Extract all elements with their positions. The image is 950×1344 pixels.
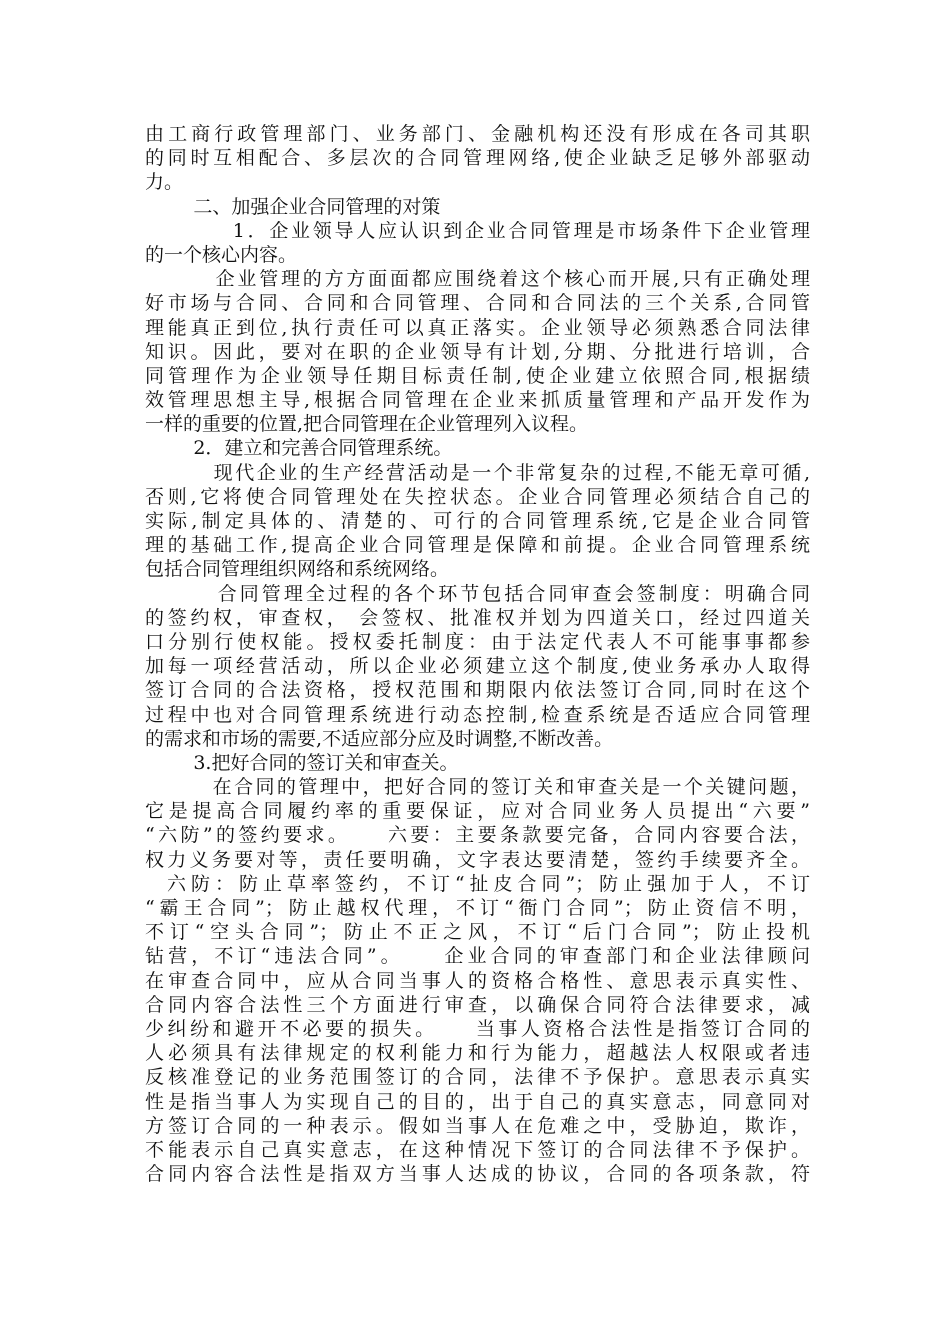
text-line: 签订合同的合法资格，授权范围和期限内依法签订合同,同时在这个: [145, 679, 810, 702]
text-line: 少纠纷和避开不必要的损失。 当事人资格合法性是指签订合同的: [145, 1017, 810, 1040]
text-line: 效管理思想主导,根据合同管理在企业来抓质量管理和产品开发作为: [145, 389, 810, 412]
text-line: 2．建立和完善合同管理系统。: [145, 437, 453, 460]
text-line: “霸王合同”；防止越权代理，不订“衙门合同”；防止资信不明，: [145, 897, 810, 919]
text-line: 合同内容合法性是指双方当事人达成的协议，合同的各项条款，符: [145, 1163, 810, 1186]
text-line: 权力义务要对等，责任要明确，文字表达要清楚，签约手续要齐全。: [145, 848, 810, 871]
text-line: 的需求和市场的需要,不适应部分应及时调整,不断改善。: [145, 727, 614, 750]
text-line: 3.把好合同的签订关和审查关。: [145, 751, 459, 774]
text-line: 口分别行使权能。授权委托制度：由于法定代表人不可能事事都参: [145, 630, 810, 653]
text-line: 的签约权，审查权， 会签权、批准权并划为四道关口，经过四道关: [145, 606, 810, 629]
text-line: 理能真正到位,执行责任可以真正落实。企业领导必须熟悉合同法律: [145, 316, 810, 339]
text-line: 好市场与合同、合同和合同管理、合同和合同法的三个关系,合同管: [145, 292, 810, 315]
text-line: 在合同的管理中，把好合同的签订关和审查关是一个关键问题，: [145, 776, 810, 799]
text-line: 一样的重要的位置,把合同管理在企业管理列入议程。: [145, 413, 589, 436]
text-line: 企业管理的方方面面都应围绕着这个核心而开展,只有正确处理: [145, 268, 810, 291]
text-line: 实际,制定具体的、清楚的、可行的合同管理系统,它是企业合同管: [145, 510, 810, 532]
text-line: 方签订合同的一种表示。假如当事人在危难之中，受胁迫，欺诈，: [145, 1114, 810, 1137]
text-line: 力。: [145, 171, 184, 194]
text-line: “六防”的签约要求。 六要：主要条款要完备，合同内容要合法，: [145, 824, 810, 847]
text-line: 六防：防止草率签约，不订“扯皮合同”；防止强加于人，不订: [145, 872, 810, 895]
text-line: 性是指当事人为实现自己的目的，出于自己的真实意志，同意同对: [145, 1090, 810, 1113]
document-page: [145, 122, 810, 1186]
text-line: 不能表示自己真实意志，在这种情况下签订的合同法律不予保护。: [145, 1138, 810, 1161]
text-line: 由工商行政管理部门、业务部门、金融机构还没有形成在各司其职: [145, 123, 810, 145]
body-text: [145, 122, 810, 1186]
text-line: 钻营，不订“违法合同”。 企业合同的审查部门和企业法律顾问: [145, 945, 810, 968]
text-line: 知识。因此，要对在职的企业领导有计划,分期、分批进行培训，合: [145, 340, 810, 363]
text-line: 不订“空头合同”；防止不正之风，不订“后门合同”；防止投机: [145, 921, 810, 944]
text-line: 它是提高合同履约率的重要保证，应对合同业务人员提出“六要”: [145, 800, 810, 823]
text-line: 理的基础工作,提高企业合同管理是保障和前提。企业合同管理系统: [145, 534, 810, 557]
text-line: 否则,它将使合同管理处在失控状态。企业合同管理必须结合自己的: [145, 485, 810, 508]
text-line: 二、加强企业合同管理的对策: [145, 195, 441, 218]
text-line: 加每一项经营活动，所以企业必须建立这个制度,使业务承办人取得: [145, 655, 810, 678]
text-line: 人必须具有法律规定的权利能力和行为能力，超越法人权限或者违: [145, 1042, 810, 1065]
text-line: 过程中也对合同管理系统进行动态控制,检查系统是否适应合同管理: [145, 703, 810, 726]
text-line: 的同时互相配合、多层次的合同管理网络,使企业缺乏足够外部驱动: [145, 147, 810, 170]
text-line: 现代企业的生产经营活动是一个非常复杂的过程,不能无章可循,: [145, 461, 810, 484]
text-line: 包括合同管理组织网络和系统网络。: [145, 558, 450, 581]
text-line: 的一个核心内容。: [145, 243, 298, 266]
text-line: 在审查合同中，应从合同当事人的资格合格性、意思表示真实性、: [145, 969, 810, 992]
text-line: 1．企业领导人应认识到企业合同管理是市场条件下企业管理: [145, 219, 810, 242]
text-line: 反核准登记的业务范围签订的合同，法律不予保护。意思表示真实: [145, 1066, 810, 1089]
text-line: 合同管理全过程的各个环节包括合同审查会签制度：明确合同: [145, 582, 810, 605]
text-line: 同管理作为企业领导任期目标责任制,使企业建立依照合同,根据绩: [145, 364, 810, 387]
text-line: 合同内容合法性三个方面进行审查，以确保合同符合法律要求，减: [145, 993, 810, 1016]
